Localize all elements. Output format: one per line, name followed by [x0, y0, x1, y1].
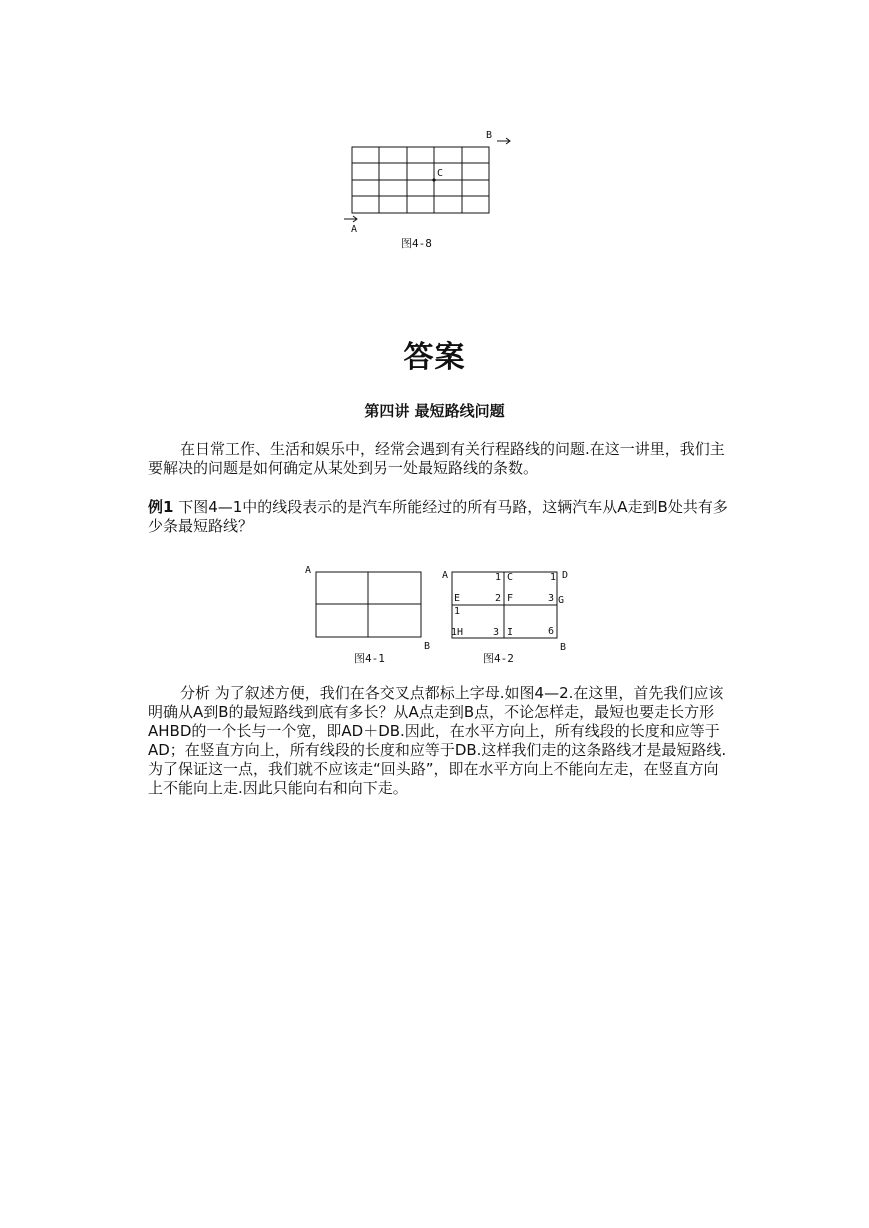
fig42-label-d: D — [562, 570, 569, 581]
fig42-caption: 图4-2 — [483, 652, 514, 665]
fig42-num-f: 2 — [495, 593, 502, 604]
example-text: 下图4—1中的线段表示的是汽车所能经过的所有马路，这辆汽车从A走到B处共有多少条最短路线？ — [148, 498, 728, 535]
fig41-label-b: B — [424, 641, 431, 652]
fig42-label-f: F — [507, 593, 514, 604]
fig41-caption: 图4-1 — [354, 652, 385, 665]
example-1 — [148, 498, 728, 536]
fig42-num-h: 1 — [451, 627, 458, 638]
fig42-label-c: C — [507, 572, 514, 583]
example-label: 例1 — [148, 498, 174, 516]
fig42-num-e: 1 — [454, 606, 461, 617]
fig42-label-g: G — [558, 595, 565, 606]
fig42-num-i: 3 — [493, 627, 500, 638]
fig48-caption: 图4-8 — [401, 237, 432, 250]
fig42-num-d: 1 — [550, 572, 557, 583]
fig42-label-e: E — [454, 593, 461, 604]
figure-4-8-grid — [340, 125, 525, 255]
fig42-label-b: B — [560, 642, 567, 653]
fig48-label-b: B — [486, 130, 493, 141]
lecture-subtitle: 第四讲 最短路线问题 — [364, 402, 505, 420]
fig41-label-a: A — [305, 565, 312, 576]
fig48-label-c: C — [437, 168, 444, 179]
fig42-num-b: 6 — [548, 626, 555, 637]
fig42-label-h: H — [457, 627, 464, 638]
fig42-num-g: 3 — [548, 593, 555, 604]
fig42-label-a: A — [442, 570, 449, 581]
fig42-num-c: 1 — [495, 572, 502, 583]
fig48-label-a: A — [351, 224, 358, 235]
fig42-label-i: I — [507, 627, 514, 638]
analysis-paragraph: 分析 为了叙述方便，我们在各交叉点都标上字母.如图4—2.在这里，首先我们应该明确从A到B的最短路线到底有多长？从A点走到B点，不论怎样走，最短也要走长方形AHBD的一个长与一个宽，即AD＋DB.因此，在水平方向上，所有线段的长度和应等于AD；在竖直方向上，所有线段的长度和应等于DB.这样我们走的这条路线才是最短路线.为了保证这一点，我们就不应该走“回头路”，即在水平方向上不能向左走，在竖直方向上不能向上走.因此只能向右和向下走。 — [148, 684, 727, 797]
intro-paragraph: 在日常工作、生活和娱乐中，经常会遇到有关行程路线的问题.在这一讲里，我们主要解决的问题是如何确定从某处到另一处最短路线的条数。 — [148, 440, 725, 477]
page-title: 答案 — [403, 340, 466, 375]
